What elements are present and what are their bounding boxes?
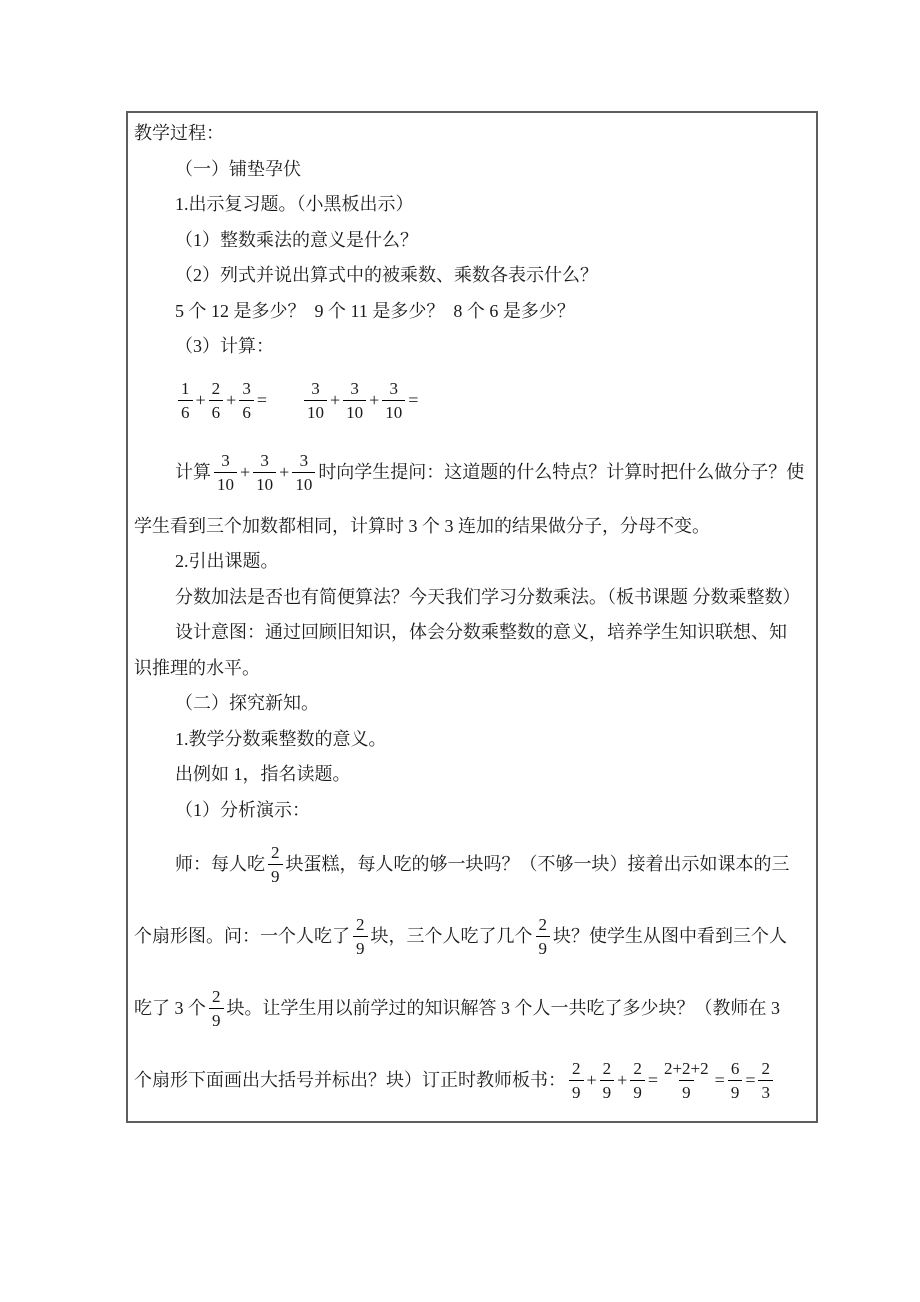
fraction: [304, 380, 327, 421]
text-segment: 个扇形下面画出大括号并标出？块）订正时教师板书：: [134, 1069, 566, 1090]
fraction-numerator: 3: [260, 451, 269, 470]
fraction-numerator: 3: [311, 379, 320, 398]
text-segment: 1.出示复习题。（小黑板出示）: [175, 194, 414, 215]
fraction-denominator: 6: [239, 400, 254, 421]
fraction: [178, 380, 193, 421]
content-table-cell: [126, 111, 818, 1123]
fraction-numerator: 2: [538, 914, 547, 934]
fraction-denominator: 9: [728, 1080, 743, 1101]
fraction: [536, 916, 551, 957]
text-segment: 学生看到三个加数都相同，计算时 3 个 3 连加的结果做分子，分母不变。: [134, 515, 710, 536]
fraction-denominator: 9: [353, 936, 368, 957]
text-segment: +: [617, 1069, 628, 1090]
text-segment: +: [240, 462, 251, 483]
text-segment: 计算: [175, 462, 211, 483]
text-line: [134, 365, 810, 437]
text-line: [134, 258, 810, 294]
text-line: [134, 900, 810, 972]
fraction: [758, 1060, 773, 1101]
fraction: [600, 1060, 615, 1101]
text-segment: 个扇形图。问：一个人吃了: [134, 925, 350, 946]
text-segment: +: [195, 390, 206, 411]
text-segment: （1）分析演示：: [175, 799, 310, 820]
fraction-numerator: 1: [181, 379, 190, 398]
fraction-denominator: 9: [536, 936, 551, 957]
fraction-denominator: 6: [209, 400, 224, 421]
text-line: [134, 793, 810, 829]
fraction-numerator: 3: [242, 379, 251, 398]
text-segment: +: [329, 390, 341, 411]
text-segment: =: [256, 390, 267, 411]
text-line: [134, 329, 810, 365]
text-segment: （一）铺垫孕伏: [175, 158, 301, 179]
spacer: [267, 400, 301, 401]
fraction-denominator: 9: [569, 1080, 584, 1101]
fraction-denominator: 10: [214, 472, 237, 493]
text-segment: 块？使学生从图中看到三个人: [553, 925, 787, 946]
text-segment: 块，三个人吃了几个: [370, 925, 533, 946]
text-segment: （3）计算：: [175, 336, 274, 357]
fraction-numerator: 2: [211, 379, 221, 398]
fraction: [661, 1060, 712, 1101]
fraction: [253, 452, 276, 493]
text-segment: =: [714, 1069, 725, 1090]
text-segment: 设计意图：通过回顾旧知识，体会分数乘整数的意义，培养学生知识联想、知: [175, 622, 787, 643]
fraction: [214, 452, 237, 493]
text-segment: 块蛋糕，每人吃的够一块吗？（不够一块）接着出示如课本的三: [285, 853, 790, 874]
text-segment: =: [408, 390, 419, 411]
text-segment: 识推理的水平。: [134, 657, 260, 678]
text-segment: （1）整数乘法的意义是什么？: [175, 229, 418, 250]
fraction-numerator: 2: [356, 914, 365, 934]
text-segment: （2）列式并说出算式中的被乘数、乘数各表示什么？: [175, 265, 598, 286]
text-line: [134, 152, 810, 188]
text-segment: 时向学生提问：这道题的什么特点？计算时把什么做分子？使: [318, 462, 805, 483]
text-segment: 教学过程：: [134, 123, 224, 144]
fraction-numerator: 2+2+2: [663, 1058, 709, 1078]
text-segment: 2.引出课题。: [175, 551, 279, 572]
fraction: [343, 380, 366, 421]
text-segment: 1.教学分数乘整数的意义。: [175, 728, 387, 749]
fraction-denominator: 10: [292, 472, 315, 493]
fraction-denominator: 9: [679, 1080, 694, 1101]
fraction-denominator: 10: [382, 400, 405, 421]
text-line: [134, 187, 810, 223]
fraction: [209, 380, 224, 421]
fraction: [353, 916, 368, 957]
text-segment: 分数加法是否也有简便算法？今天我们学习分数乘法。（板书课题 分数乘整数）: [175, 586, 801, 607]
fraction-denominator: 3: [758, 1080, 773, 1101]
text-line: [134, 544, 810, 580]
fraction-denominator: 10: [343, 400, 366, 421]
text-line: [134, 223, 810, 259]
text-segment: 师：每人吃: [175, 853, 265, 874]
text-line: [134, 1044, 810, 1116]
fraction-numerator: 2: [212, 986, 221, 1006]
fraction-denominator: 6: [178, 400, 193, 421]
text-segment: +: [226, 390, 237, 411]
text-line: [134, 437, 810, 509]
text-line: [134, 686, 810, 722]
fraction: [239, 380, 254, 421]
text-segment: 出例如 1，指名读题。: [175, 764, 351, 785]
text-line: [134, 651, 810, 687]
text-line: [134, 580, 810, 616]
fraction: [630, 1060, 645, 1101]
text-segment: +: [369, 390, 380, 411]
text-line: [134, 294, 810, 330]
fraction-denominator: 9: [630, 1080, 645, 1101]
fraction: [728, 1060, 743, 1101]
text-segment: +: [586, 1069, 597, 1090]
text-segment: 块。让学生用以前学过的知识解答 3 个人一共吃了多少块？（教师在 3: [226, 997, 780, 1018]
fraction: [569, 1060, 584, 1101]
fraction-denominator: 9: [268, 864, 283, 885]
text-line: [134, 509, 810, 545]
fraction: [382, 380, 405, 421]
fraction: [268, 844, 283, 885]
fraction-numerator: 3: [299, 451, 309, 470]
fraction-denominator: 10: [304, 400, 327, 421]
text-segment: 5 个 12 是多少？ 9 个 11 是多少？ 8 个 6 是多少？: [175, 300, 575, 321]
text-segment: （二）探究新知。: [175, 693, 319, 714]
fraction-numerator: 3: [221, 451, 230, 470]
fraction-numerator: 2: [572, 1058, 581, 1078]
fraction-numerator: 2: [271, 842, 280, 862]
fraction-numerator: 2: [602, 1058, 612, 1078]
text-line: [134, 722, 810, 758]
text-segment: =: [745, 1069, 756, 1090]
fraction-numerator: 2: [761, 1058, 770, 1078]
fraction-denominator: 9: [600, 1080, 615, 1101]
fraction-denominator: 10: [253, 472, 276, 493]
fraction-numerator: 3: [350, 379, 359, 398]
text-line: [134, 828, 810, 900]
document-body: [134, 116, 810, 1116]
fraction-numerator: 3: [389, 379, 399, 398]
fraction-numerator: 2: [633, 1058, 642, 1078]
text-segment: =: [647, 1069, 658, 1090]
text-segment: +: [279, 462, 290, 483]
fraction: [209, 988, 224, 1029]
text-line: [134, 116, 810, 152]
fraction-denominator: 9: [209, 1008, 224, 1029]
text-segment: 吃了 3 个: [134, 997, 206, 1018]
fraction-numerator: 6: [730, 1058, 740, 1078]
fraction: [292, 452, 315, 493]
text-line: [134, 972, 810, 1044]
text-line: [134, 757, 810, 793]
text-line: [134, 615, 810, 651]
